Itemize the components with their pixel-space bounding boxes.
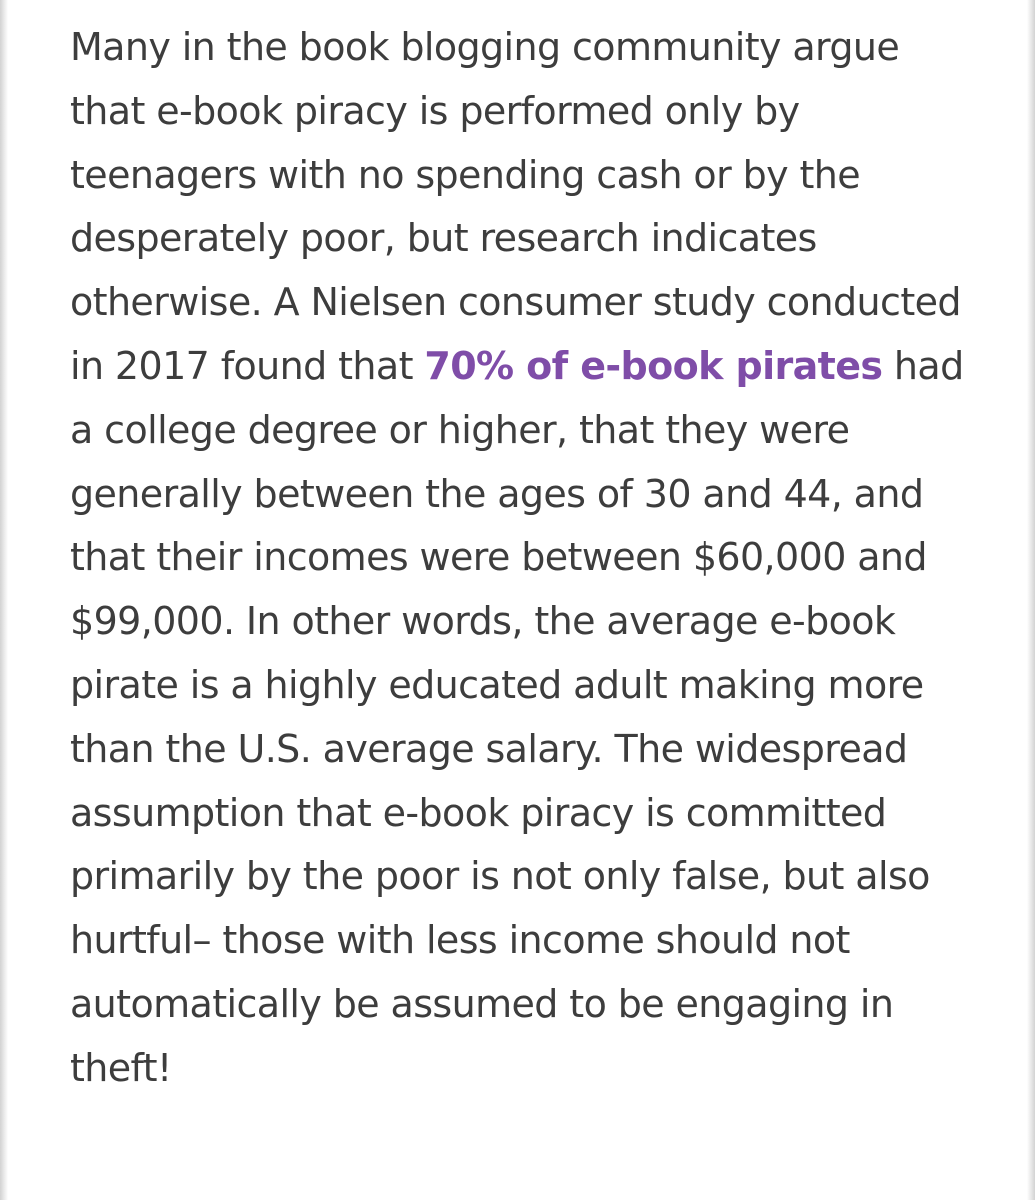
left-page-shadow xyxy=(0,0,8,1200)
paragraph-text-before-link: Many in the book blogging community argue that e-book piracy is performed only by teenagers with no spending cash or by the desperately poor, but research indicates otherwise. A Nielsen consumer study conducted in 2017 found that xyxy=(70,25,961,388)
right-page-shadow xyxy=(1027,0,1035,1200)
paragraph-text-after-link: had a college degree or higher, that they were generally between the ages of 30 and 44, and that their incomes were between $60,000 and $99,000. In other words, the average e-book pirate is a highly educated adult making more than the U.S. average salary. The widespread assumption that e-book piracy is committed primarily by the poor is not only false, but also hurtful– those with less income should not automatically be assumed to be engaging in theft! xyxy=(70,343,964,1090)
article-paragraph xyxy=(70,16,985,1101)
article-body xyxy=(70,16,985,1101)
statistic-link[interactable]: 70% of e-book pirates xyxy=(424,343,883,388)
